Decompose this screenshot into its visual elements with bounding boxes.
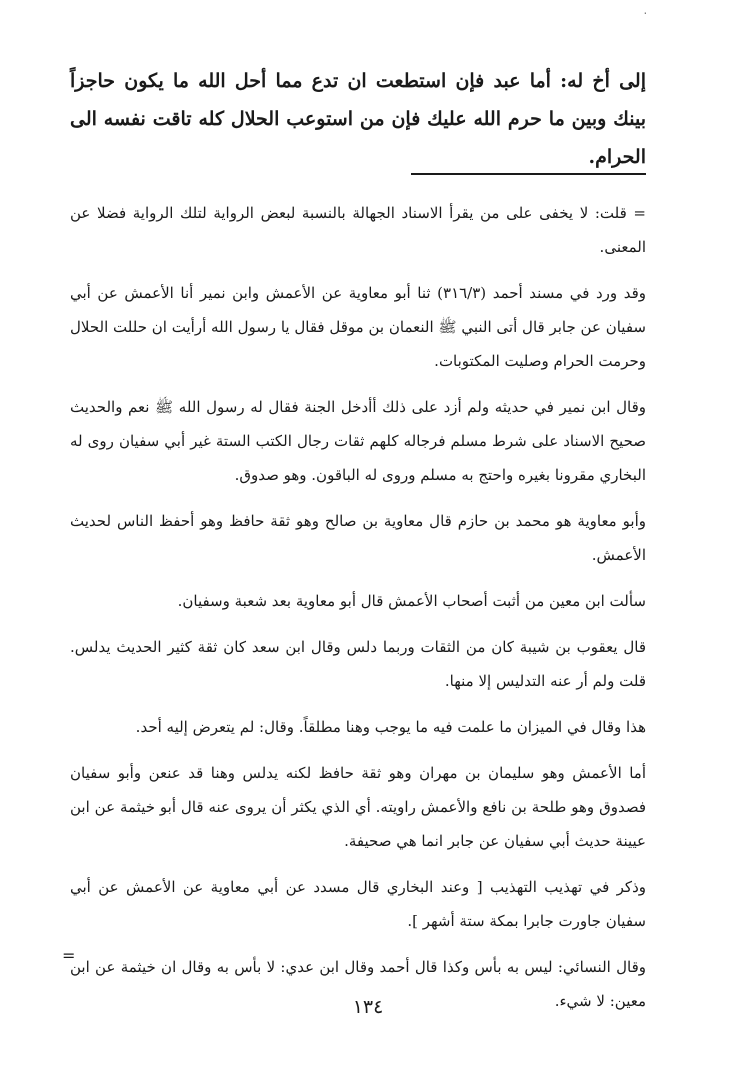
- continuation-mark: =: [62, 946, 76, 965]
- page-number: ١٣٤: [352, 996, 384, 1018]
- footnote-separator: [411, 173, 646, 175]
- footnote-paragraph: سألت ابن معين من أثبت أصحاب الأعمش قال أبو معاوية بعد شعبة وسفيان.: [177, 592, 646, 610]
- footnote-paragraph: قال يعقوب بن شيبة كان من الثقات وربما دلس وقال ابن سعد كان ثقة كثير الحديث يدلس. قلت ولم أر عنه التدليس إلا منها.: [70, 638, 646, 690]
- footnote-paragraph: = قلت: لا يخفى على من يقرأ الاسناد الجهالة بالنسبة لبعض الرواية لتلك الرواية فضلا عن المعنى.: [70, 204, 646, 256]
- footnote-paragraph: وقال النسائي: ليس به بأس وكذا قال أحمد وقال ابن عدي: لا بأس به وقال ان خيثمة عن ابن معين: لا شيء.: [70, 958, 646, 1010]
- corner-mark: ٠: [642, 8, 648, 19]
- footnotes-section: [70, 196, 646, 1030]
- footnote-paragraph: هذا وقال في الميزان ما علمت فيه ما يوجب وهنا مطلقاً. وقال: لم يتعرض إليه أحد.: [135, 718, 646, 736]
- footnote-paragraph: وقال ابن نمير في حديثه ولم أزد على ذلك أأدخل الجنة فقال له رسول الله ﷺ نعم والحديث صحيح الاسناد على شرط مسلم فرجاله كلهم ثقات رجال الكتب الستة غير أبي سفيان روى له البخاري مقرونا بغيره واحتج به مسلم وروى له الباقون. وهو صدوق.: [70, 398, 646, 484]
- footnote-paragraph: وقد ورد في مسند أحمد (٣١٦/٣) ثنا أبو معاوية عن الأعمش وابن نمير أنا الأعمش عن أبي سفيان عن جابر قال أتى النبي ﷺ النعمان بن موقل فقال يا رسول الله أرأيت ان حللت الحلال وحرمت الحرام وصليت المكتوبات.: [70, 284, 646, 370]
- main-paragraph: إلى أخ له: أما عبد فإن استطعت ان تدع مما أحل الله ما يكون حاجزاً بينك وبين ما حرم الله عليك فإن من استوعب الحلال كله تاقت نفسه الى الحرام.: [70, 70, 646, 168]
- footnote-paragraph: وأبو معاوية هو محمد بن حازم قال معاوية بن صالح وهو ثقة حافظ وهو أحفظ الناس لحديث الأعمش.: [70, 512, 646, 564]
- footnote-paragraph: وذكر في تهذيب التهذيب [ وعند البخاري قال مسدد عن أبي معاوية عن الأعمش عن أبي سفيان جاورت جابرا بمكة ستة أشهر ].: [70, 878, 646, 930]
- footnote-paragraph: أما الأعمش وهو سليمان بن مهران وهو ثقة حافظ لكنه يدلس وهنا قد عنعن وأبو سفيان فصدوق وهو طلحة بن نافع والأعمش راويته. أي الذي يكثر أن يروى عنه قال أبو خيثمة عن ابن عيينة حديث أبي سفيان عن جابر انما هي صحيفة.: [70, 764, 646, 850]
